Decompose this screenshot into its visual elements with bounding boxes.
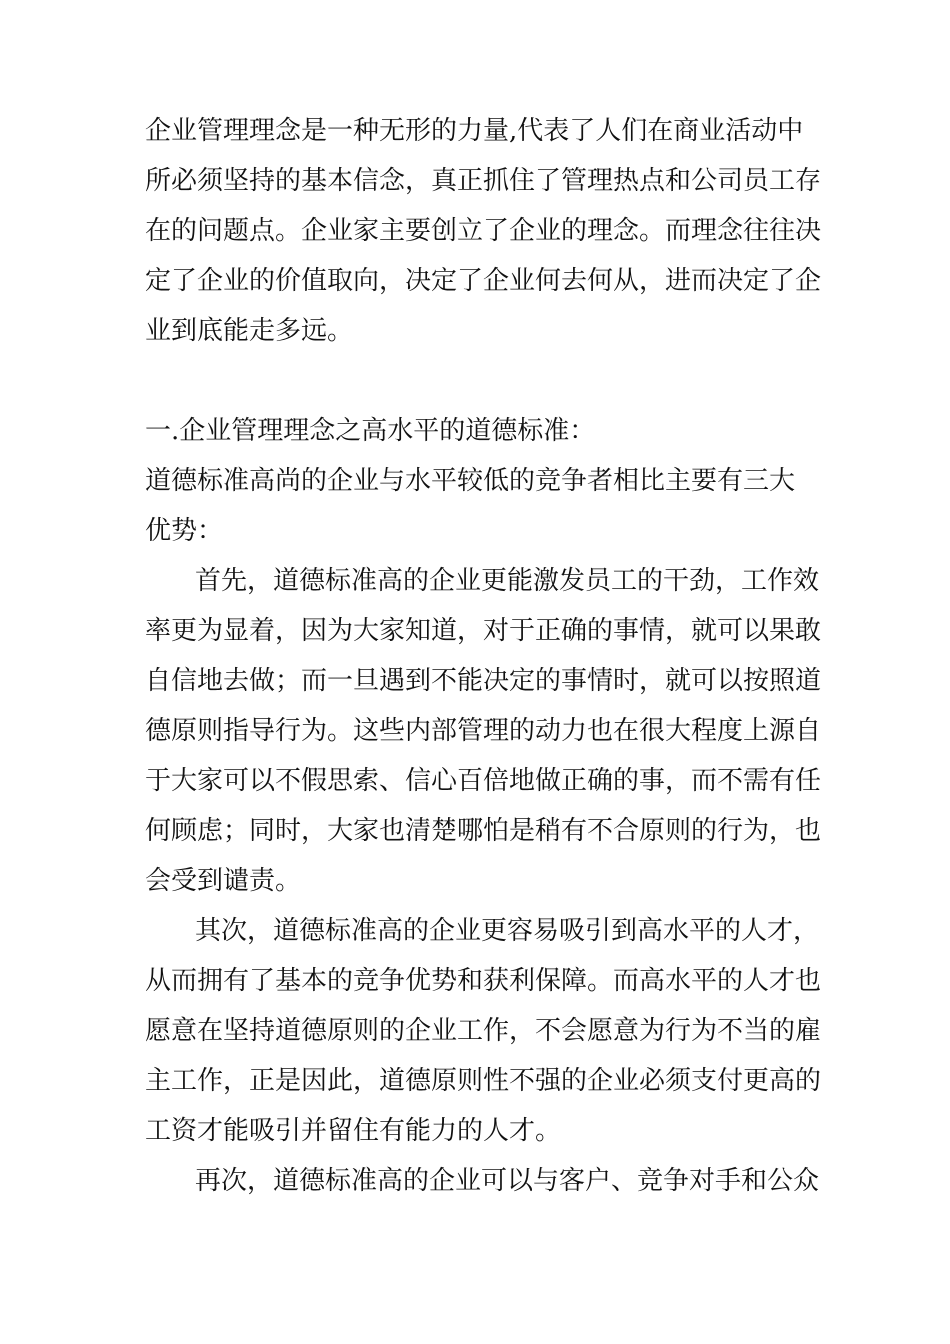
paragraph-first-line: 德原则指导行为。这些内部管理的动力也在很大程度上源自	[145, 716, 822, 746]
intro-line: 所必须坚持的基本信念，真正抓住了管理热点和公司员工存	[145, 166, 822, 196]
paragraph-first-line: 何顾虑；同时，大家也清楚哪怕是稍有不合原则的行为，也	[145, 816, 822, 846]
intro-line: 企业管理理念是一种无形的力量,代表了人们在商业活动中	[145, 116, 804, 146]
section-heading: 一.企业管理理念之高水平的道德标准：	[145, 416, 596, 446]
paragraph-first-line: 自信地去做；而一旦遇到不能决定的事情时，就可以按照道	[145, 666, 822, 696]
paragraph-first-line: 会受到谴责。	[145, 866, 302, 896]
paragraph-first-line: 率更为显着，因为大家知道，对于正确的事情，就可以果敢	[145, 616, 822, 646]
intro-line: 在的问题点。企业家主要创立了企业的理念。而理念往往决	[145, 216, 822, 246]
section-intro-line: 优势：	[145, 516, 224, 546]
paragraph-second-line: 从而拥有了基本的竞争优势和获利保障。而高水平的人才也	[145, 966, 822, 996]
intro-line: 业到底能走多远。	[145, 316, 354, 346]
intro-line: 定了企业的价值取向，决定了企业何去何从，进而决定了企	[145, 266, 822, 296]
paragraph-second-line: 工资才能吸引并留住有能力的人才。	[145, 1116, 562, 1146]
paragraph-second-line: 其次，道德标准高的企业更容易吸引到高水平的人才，	[195, 916, 820, 946]
section-intro-line: 道德标准高尚的企业与水平较低的竞争者相比主要有三大	[145, 466, 796, 496]
paragraph-second-line: 主工作，正是因此，道德原则性不强的企业必须支付更高的	[145, 1066, 822, 1096]
paragraph-second-line: 愿意在坚持道德原则的企业工作，不会愿意为行为不当的雇	[145, 1016, 822, 1046]
paragraph-first-line: 首先，道德标准高的企业更能激发员工的干劲，工作效	[195, 566, 820, 596]
paragraph-third-line: 再次，道德标准高的企业可以与客户、竞争对手和公众	[195, 1166, 820, 1196]
paragraph-first-line: 于大家可以不假思索、信心百倍地做正确的事，而不需有任	[145, 766, 822, 796]
